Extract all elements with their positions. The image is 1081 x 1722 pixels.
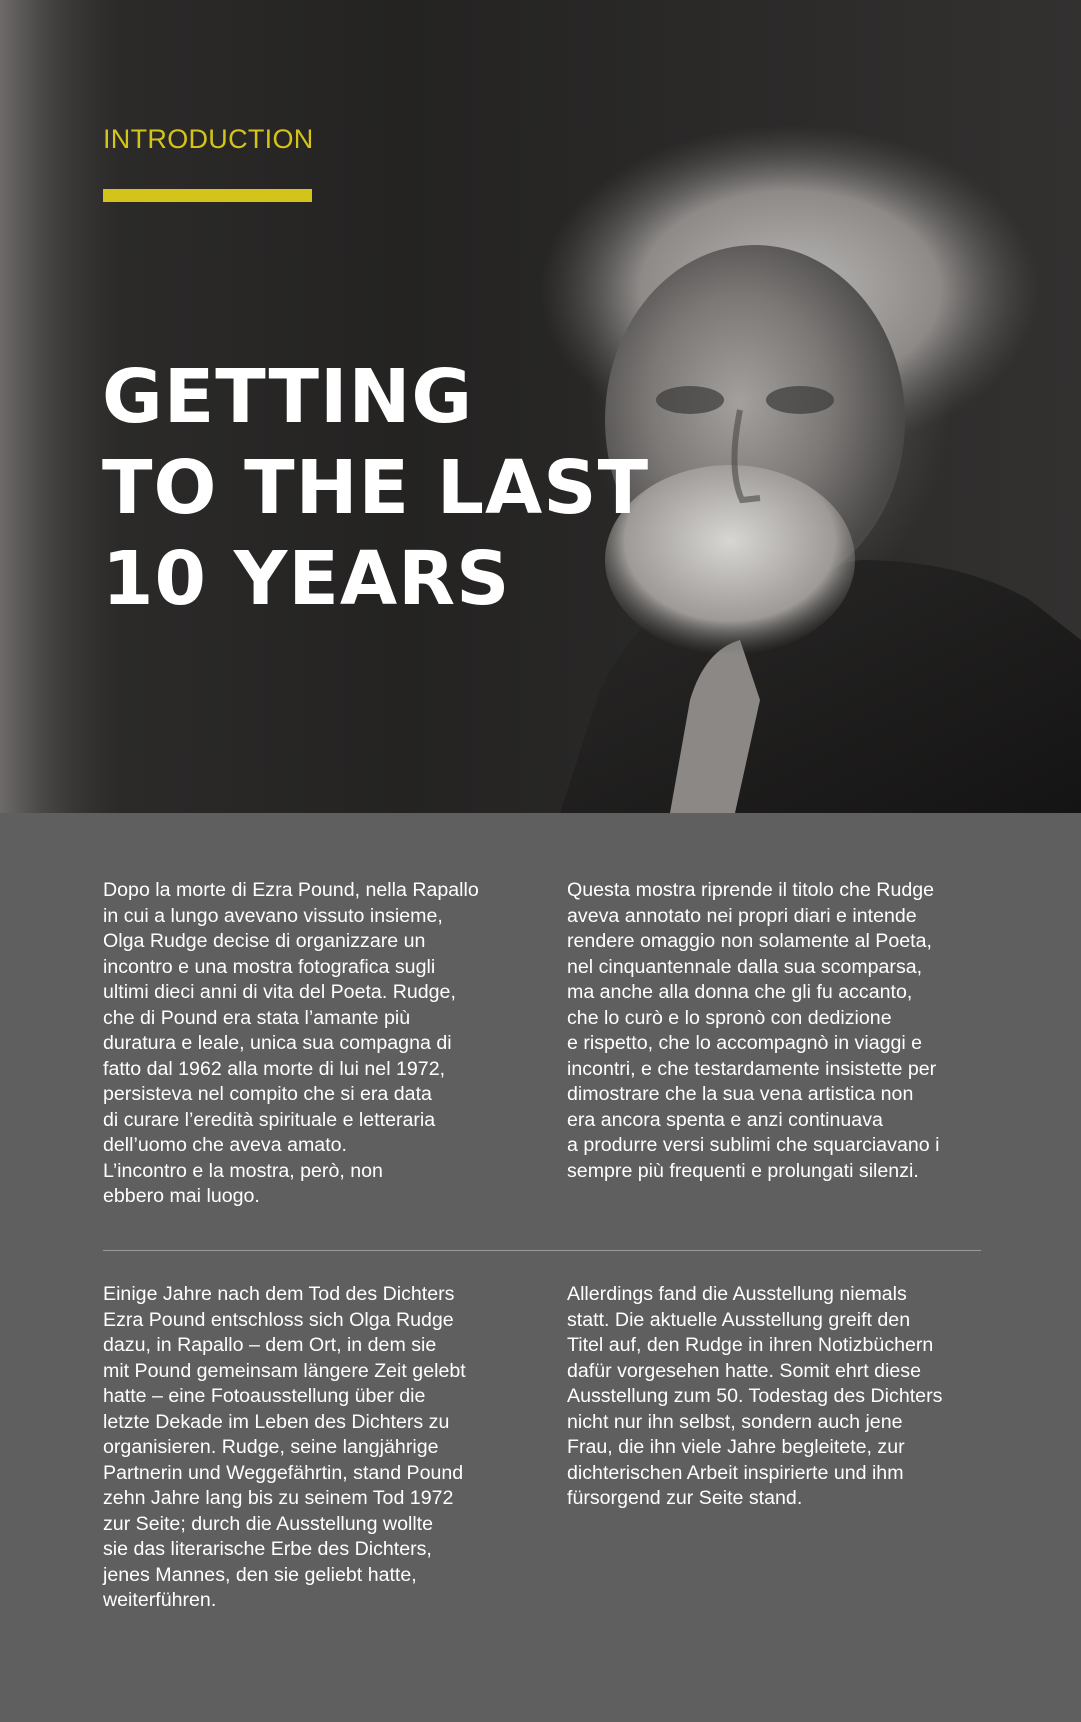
text-line: Ausstellung zum 50. Todestag des Dichters bbox=[567, 1385, 943, 1407]
text-line: sie das literarische Erbe des Dichters, bbox=[103, 1538, 432, 1560]
text-line: Frau, die ihn viele Jahre begleitete, zur bbox=[567, 1436, 905, 1458]
headline-line: TO THE LAST bbox=[102, 445, 650, 531]
text-line: sempre più frequenti e prolungati silenzi. bbox=[567, 1159, 919, 1182]
text-line: ebbero mai luogo. bbox=[103, 1185, 260, 1207]
text-line: incontri, e che testardamente insistette per bbox=[567, 1057, 937, 1080]
headline-line: 10 YEARS bbox=[102, 536, 511, 622]
window-light bbox=[0, 0, 110, 813]
text-line: a produrre versi sublimi che squarciavano i bbox=[567, 1134, 940, 1156]
text-line: statt. Die aktuelle Ausstellung greift den bbox=[567, 1308, 911, 1331]
text-line: dimostrare che la sua vena artistica non bbox=[567, 1083, 914, 1105]
text-line: fürsorgend zur Seite stand. bbox=[567, 1487, 803, 1509]
text-line: persisteva nel compito che si era data bbox=[103, 1083, 432, 1105]
text-line: dafür vorgesehen hatte. Somit ehrt diese bbox=[567, 1359, 921, 1382]
text-line: in cui a lungo avevano vissuto insieme, bbox=[103, 904, 443, 927]
language-divider bbox=[103, 1250, 981, 1251]
text-line: Dopo la morte di Ezra Pound, nella Rapallo bbox=[103, 879, 479, 901]
hero-photo-section bbox=[0, 0, 1081, 813]
text-line: di curare l’eredità spirituale e letteraria bbox=[103, 1108, 436, 1131]
text-line: Allerdings fand die Ausstellung niemals bbox=[567, 1283, 907, 1305]
text-line: dichterischen Arbeit inspirierte und ihm bbox=[567, 1461, 904, 1484]
text-line: aveva annotato nei propri diari e intende bbox=[567, 904, 917, 927]
text-line: L’incontro e la mostra, però, non bbox=[103, 1159, 383, 1182]
text-line: che di Pound era stata l’amante più bbox=[103, 1006, 411, 1029]
text-line: organisieren. Rudge, seine langjährige bbox=[103, 1436, 439, 1458]
text-line: nel cinquantennale dalla sua scomparsa, bbox=[567, 955, 923, 978]
eye-shadow-left bbox=[656, 386, 724, 414]
text-line: Questa mostra riprende il titolo che Rudge bbox=[567, 879, 935, 901]
text-line: nicht nur ihn selbst, sondern auch jene bbox=[567, 1410, 903, 1433]
text-line: jenes Mannes, den sie geliebt hatte, bbox=[103, 1563, 417, 1586]
text-line: Olga Rudge decise di organizzare un bbox=[103, 930, 426, 952]
text-line: mit Pound gemeinsam längere Zeit gelebt bbox=[103, 1359, 466, 1382]
headline-line: GETTING bbox=[102, 354, 474, 440]
text-line: fatto dal 1962 alla morte di lui nel 1972, bbox=[103, 1057, 446, 1080]
text-line: Einige Jahre nach dem Tod des Dichters bbox=[103, 1283, 455, 1305]
text-line: duratura e leale, unica sua compagna di bbox=[103, 1032, 452, 1054]
italian-text-left-column bbox=[103, 878, 523, 1210]
text-line: Partnerin und Weggefährtin, stand Pound bbox=[103, 1461, 464, 1484]
text-line: era ancora spenta e anzi continuava bbox=[567, 1108, 883, 1131]
section-label-underline bbox=[103, 189, 312, 202]
text-line: incontro e una mostra fotografica sugli bbox=[103, 955, 436, 978]
headline bbox=[102, 352, 649, 625]
text-line: che lo curò e lo spronò con dedizione bbox=[567, 1006, 892, 1029]
text-line: zur Seite; durch die Ausstellung wollte bbox=[103, 1512, 434, 1535]
eye-shadow-right bbox=[766, 386, 834, 414]
text-line: Ezra Pound entschloss sich Olga Rudge bbox=[103, 1308, 454, 1331]
text-line: hatte – eine Fotoausstellung über die bbox=[103, 1385, 426, 1407]
italian-text-right-column bbox=[567, 878, 987, 1184]
text-line: rendere omaggio non solamente al Poeta, bbox=[567, 930, 932, 952]
text-line: weiterführen. bbox=[103, 1589, 217, 1611]
section-label: INTRODUCTION bbox=[103, 124, 314, 154]
german-text-left-column bbox=[103, 1282, 523, 1614]
text-line: ma anche alla donna che gli fu accanto, bbox=[567, 981, 913, 1003]
text-line: zehn Jahre lang bis zu seinem Tod 1972 bbox=[103, 1487, 454, 1509]
text-line: dell’uomo che aveva amato. bbox=[103, 1134, 347, 1156]
text-line: Titel auf, den Rudge in ihren Notizbüchern bbox=[567, 1334, 934, 1356]
text-line: e rispetto, che lo accompagnò in viaggi e bbox=[567, 1032, 923, 1054]
text-line: dazu, in Rapallo – dem Ort, in dem sie bbox=[103, 1334, 437, 1356]
german-text-right-column bbox=[567, 1282, 987, 1512]
text-line: letzte Dekade im Leben des Dichters zu bbox=[103, 1410, 450, 1433]
text-line: ultimi dieci anni di vita del Poeta. Rudge, bbox=[103, 981, 456, 1003]
